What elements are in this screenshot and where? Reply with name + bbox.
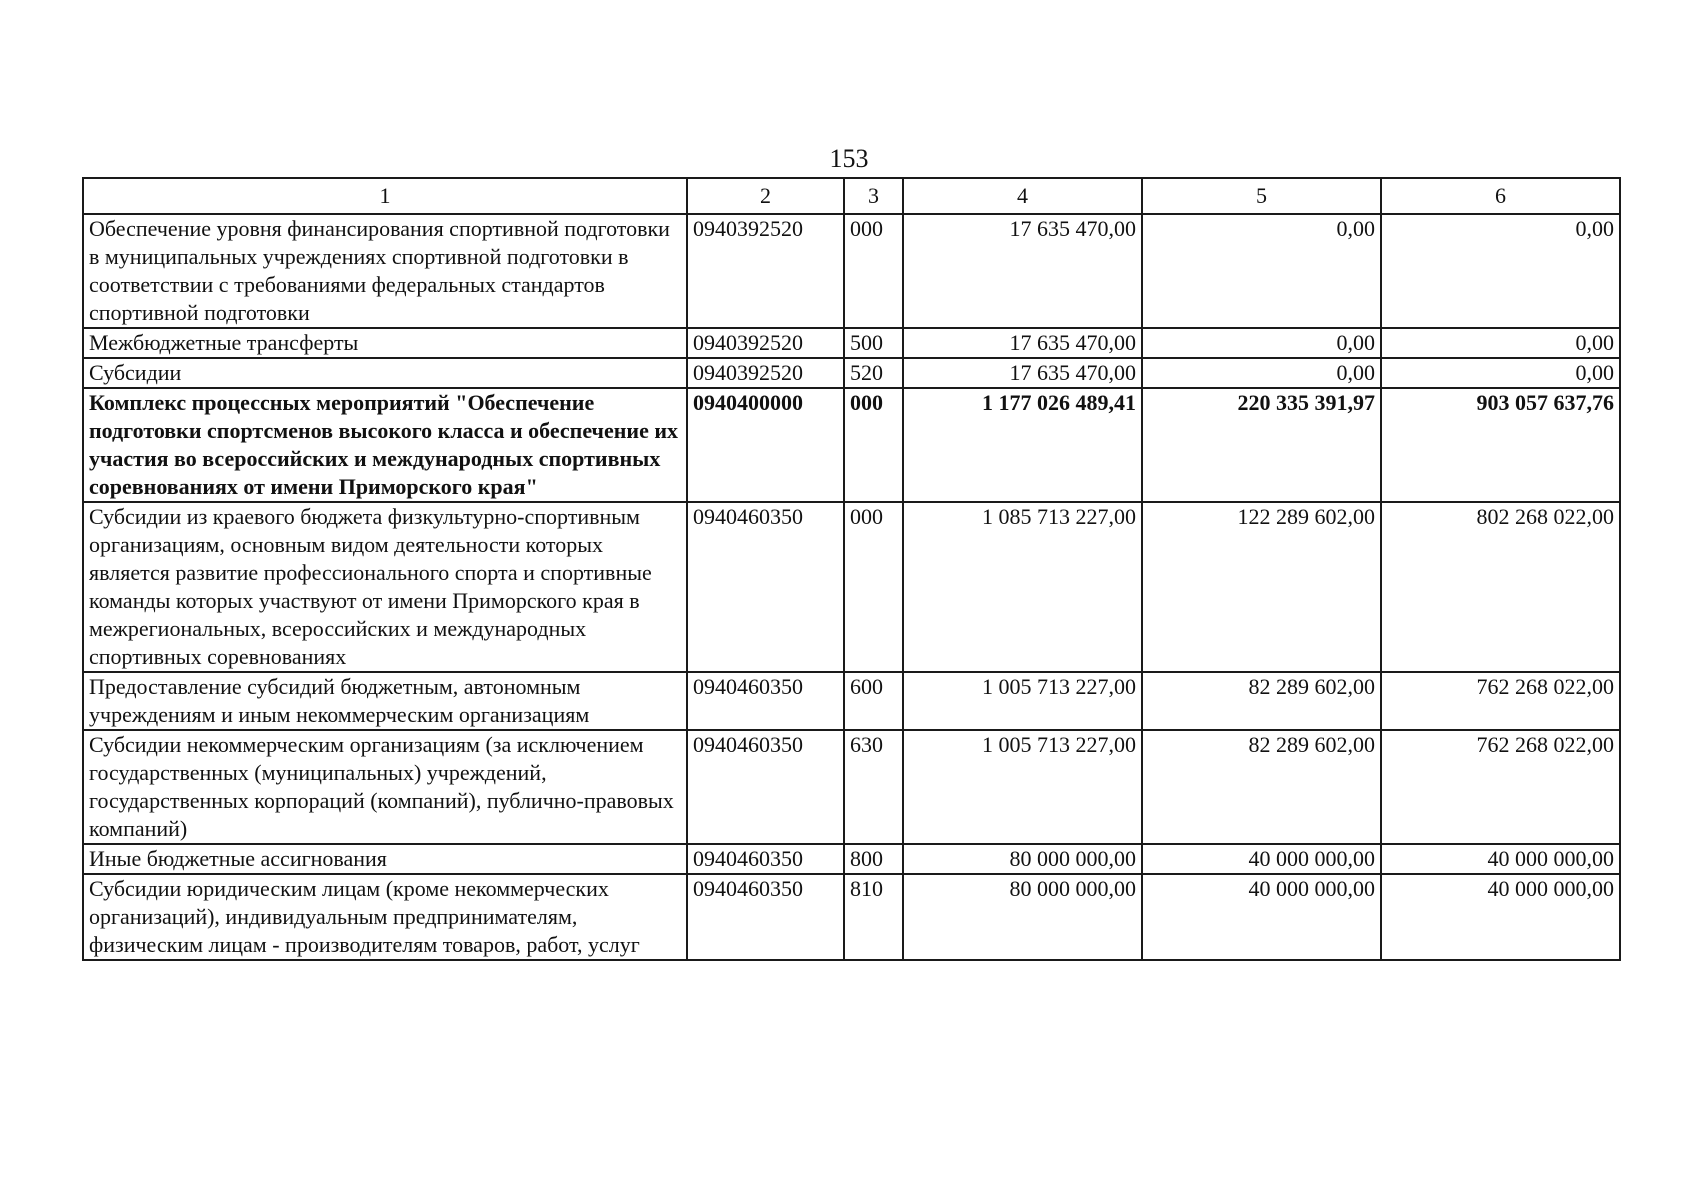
row-code-cell: 0940460350 [687,844,844,874]
table-row [83,844,1620,874]
row-code-cell: 0940460350 [687,874,844,960]
row-amount-col5: 40 000 000,00 [1142,844,1381,874]
row-kvr-cell: 000 [844,502,903,672]
row-amount-col4: 80 000 000,00 [903,844,1142,874]
row-name-cell: Иные бюджетные ассигнования [83,844,687,874]
row-code-cell: 0940400000 [687,388,844,502]
row-amount-col6: 802 268 022,00 [1381,502,1620,672]
row-name-cell: Субсидии из краевого бюджета физкультурно-спортивным организациям, основным видом деятельности которых является развитие профессионального спорта и спортивные команды которых участвуют от имени Приморского края в межрегиональных, всероссийских и международных спортивных соревнованиях [83,502,687,672]
row-amount-col5: 0,00 [1142,358,1381,388]
row-amount-col6: 40 000 000,00 [1381,844,1620,874]
budget-table [82,177,1621,961]
table-header-row [83,178,1620,214]
table-row [83,874,1620,960]
row-name-cell: Субсидии юридическим лицам (кроме некоммерческих организаций), индивидуальным предпринимателям, физическим лицам - производителям товаров, работ, услуг [83,874,687,960]
row-amount-col5: 0,00 [1142,214,1381,328]
row-amount-col5: 82 289 602,00 [1142,672,1381,730]
header-col-1: 1 [83,178,687,214]
row-amount-col4: 1 005 713 227,00 [903,672,1142,730]
table-row [83,328,1620,358]
table-row [83,730,1620,844]
row-name-cell: Субсидии [83,358,687,388]
row-kvr-cell: 800 [844,844,903,874]
row-name-cell: Обеспечение уровня финансирования спортивной подготовки в муниципальных учреждениях спортивной подготовки в соответствии с требованиями федеральных стандартов спортивной подготовки [83,214,687,328]
row-amount-col5: 220 335 391,97 [1142,388,1381,502]
header-col-5: 5 [1142,178,1381,214]
row-name-cell: Комплекс процессных мероприятий "Обеспечение подготовки спортсменов высокого класса и обеспечение их участия во всероссийских и международных спортивных соревнованиях от имени Приморского края" [83,388,687,502]
table-row [83,502,1620,672]
row-name-cell: Субсидии некоммерческим организациям (за исключением государственных (муниципальных) учреждений, государственных корпораций (компаний), публично-правовых компаний) [83,730,687,844]
row-code-cell: 0940460350 [687,730,844,844]
row-code-cell: 0940392520 [687,328,844,358]
row-amount-col6: 0,00 [1381,328,1620,358]
table-row [83,358,1620,388]
header-col-6: 6 [1381,178,1620,214]
header-col-3: 3 [844,178,903,214]
row-name-cell: Межбюджетные трансферты [83,328,687,358]
row-amount-col5: 0,00 [1142,328,1381,358]
page-number: 153 [829,144,869,173]
row-kvr-cell: 000 [844,214,903,328]
row-amount-col4: 1 085 713 227,00 [903,502,1142,672]
row-code-cell: 0940460350 [687,672,844,730]
row-amount-col4: 1 177 026 489,41 [903,388,1142,502]
row-amount-col5: 122 289 602,00 [1142,502,1381,672]
row-code-cell: 0940460350 [687,502,844,672]
header-col-2: 2 [687,178,844,214]
row-kvr-cell: 810 [844,874,903,960]
header-col-4: 4 [903,178,1142,214]
row-kvr-cell: 000 [844,388,903,502]
row-amount-col4: 1 005 713 227,00 [903,730,1142,844]
row-amount-col6: 762 268 022,00 [1381,672,1620,730]
row-name-cell: Предоставление субсидий бюджетным, автономным учреждениям и иным некоммерческим организациям [83,672,687,730]
row-amount-col4: 17 635 470,00 [903,358,1142,388]
row-amount-col6: 0,00 [1381,358,1620,388]
table-body [83,214,1620,960]
row-amount-col5: 40 000 000,00 [1142,874,1381,960]
row-amount-col6: 903 057 637,76 [1381,388,1620,502]
table-row [83,214,1620,328]
row-amount-col6: 40 000 000,00 [1381,874,1620,960]
row-amount-col5: 82 289 602,00 [1142,730,1381,844]
row-amount-col6: 762 268 022,00 [1381,730,1620,844]
table-row [83,672,1620,730]
row-kvr-cell: 500 [844,328,903,358]
row-kvr-cell: 600 [844,672,903,730]
row-kvr-cell: 520 [844,358,903,388]
row-amount-col4: 80 000 000,00 [903,874,1142,960]
row-amount-col6: 0,00 [1381,214,1620,328]
row-code-cell: 0940392520 [687,358,844,388]
row-amount-col4: 17 635 470,00 [903,328,1142,358]
row-kvr-cell: 630 [844,730,903,844]
row-amount-col4: 17 635 470,00 [903,214,1142,328]
table-row [83,388,1620,502]
row-code-cell: 0940392520 [687,214,844,328]
